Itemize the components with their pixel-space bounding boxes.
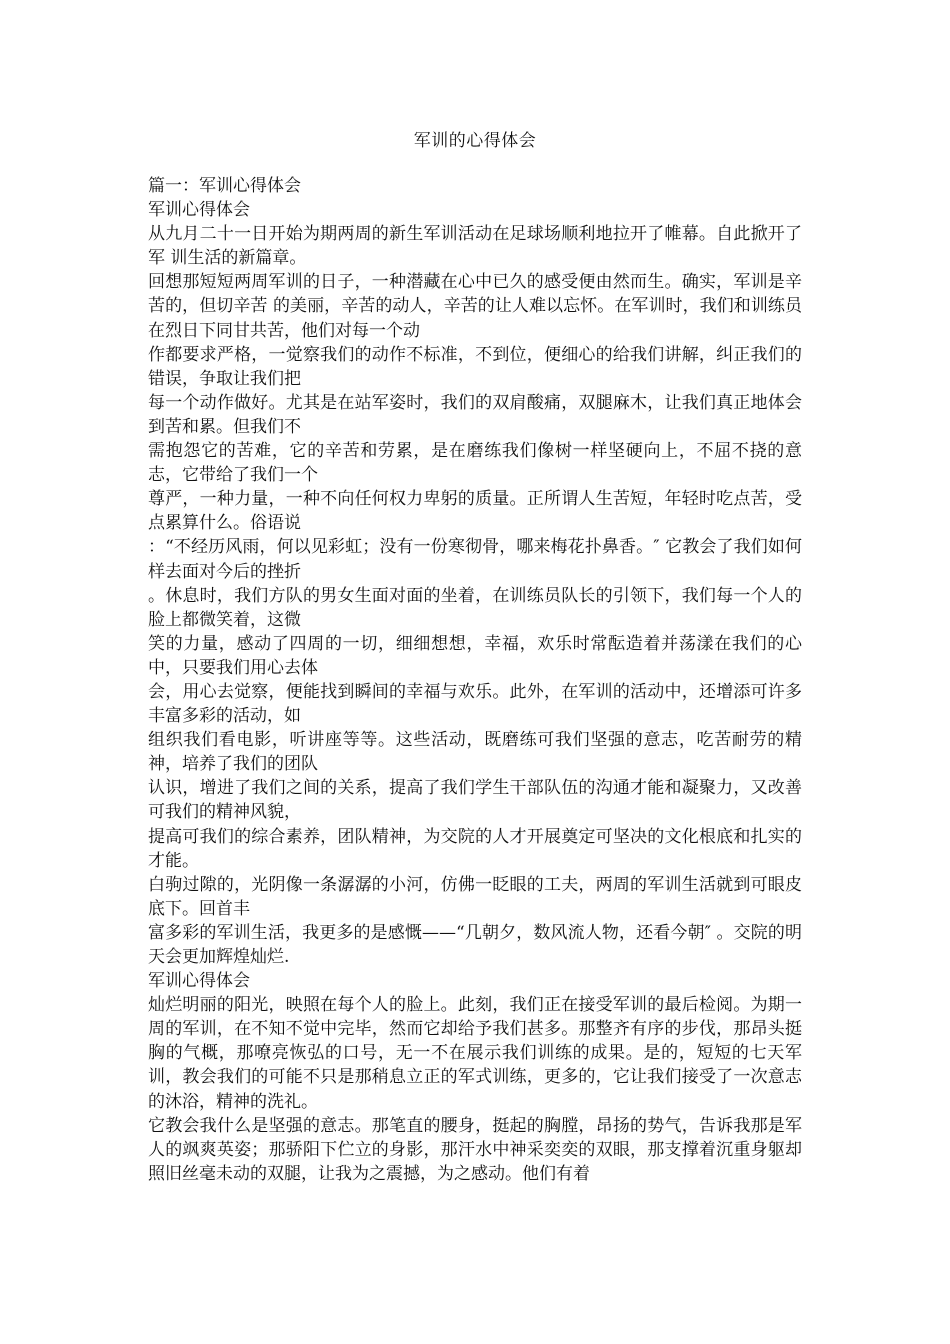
- paragraph: 提高可我们的综合素养，团队精神，为交院的人才开展奠定可坚决的文化根底和扎实的才能。: [148, 826, 802, 871]
- paragraph: 回想那短短两周军训的日子，一种潜藏在心中已久的感受便由然而生。确实，军训是辛苦的，但切辛苦 的美丽，辛苦的动人，辛苦的让人难以忘怀。在军训时，我们和训练员在烈日下同甘共苦，他们对每一个动: [148, 272, 802, 341]
- paragraph: 尊严，一种力量，一种不向任何权力卑躬的质量。正所谓人生苦短，年轻时吃点苦，受点累算什么。俗语说: [148, 489, 802, 534]
- subheading: 军训心得体会: [148, 971, 250, 992]
- paragraph: 组织我们看电影，听讲座等等。这些活动，既磨练可我们坚强的意志，吃苦耐劳的精神，培养了我们的团队: [148, 730, 802, 775]
- paragraph: ：“不经历风雨，何以见彩虹；没有一份寒彻骨，哪来梅花扑鼻香。″ 它教会了我们如何样去面对今后的挫折: [148, 537, 802, 582]
- document-title: 军训的心得体会: [413, 131, 537, 151]
- paragraph: 每一个动作做好。尤其是在站军姿时，我们的双肩酸痛，双腿麻木，让我们真正地体会到苦和累。但我们不: [148, 392, 802, 437]
- paragraph: 。休息时，我们方队的男女生面对面的坐着，在训练员队长的引领下，我们每一个人的脸上都微笑着，这微: [148, 585, 802, 630]
- paragraph: 富多彩的军训生活，我更多的是感慨——“几朝夕，数风流人物，还看今朝″ 。交院的明天会更加辉煌灿烂.: [148, 922, 802, 967]
- paragraph: 作都要求严格，一觉察我们的动作不标准，不到位，便细心的给我们讲解，纠正我们的错误，争取让我们把: [148, 344, 802, 389]
- document-body: [148, 174, 802, 1186]
- paragraph: 会，用心去觉察，便能找到瞬间的幸福与欢乐。此外，在军训的活动中，还增添可许多丰富多彩的活动，如: [148, 681, 802, 727]
- paragraph: 白驹过隙的，光阴像一条潺潺的小河，仿佛一眨眼的工夫，两周的军训生活就到可眼皮底下。回首丰: [148, 874, 802, 919]
- paragraph: 笑的力量，感动了四周的一切，细细想想，幸福，欢乐时常酝造着并荡漾在我们的心中，只要我们用心去体: [148, 633, 802, 678]
- subheading: 军训心得体会: [148, 200, 250, 221]
- section-heading: 篇一：军训心得体会: [148, 176, 301, 196]
- paragraph: 认识，增进了我们之间的关系，提高了我们学生干部队伍的沟通才能和凝聚力，又改善可我们的精神风貌，: [148, 778, 802, 823]
- paragraph: 需抱怨它的苦难，它的辛苦和劳累，是在磨练我们像树一样坚硬向上，不屈不挠的意志，它带给了我们一个: [148, 441, 802, 486]
- paragraph: 灿烂明丽的阳光，映照在每个人的脸上。此刻，我们正在接受军训的最后检阅。为期一周的军训，在不知不觉中完毕，然而它却给予我们甚多。那整齐有序的步伐，那昂头挺胸的气概，那嘹亮恢弘的口号，无一不在展示我们训练的成果。是的，短短的七天军训，教会我们的可能不只是那稍息立正的军式训练，更多的，它让我们接受了一次意志的沐浴，精神的洗礼。: [148, 995, 802, 1112]
- paragraph: 它教会我什么是坚强的意志。那笔直的腰身，挺起的胸膛，昂扬的势气，告诉我那是军人的飒爽英姿；那骄阳下伫立的身影，那汗水中神采奕奕的双眼，那支撑着沉重身躯却照旧丝毫未动的双腿，让我为之震撼，为之感动。他们有着: [148, 1115, 802, 1184]
- paragraph: 从九月二十一日开始为期两周的新生军训活动在足球场顺利地拉开了帷幕。自此掀开了军 训生活的新篇章。: [148, 224, 802, 269]
